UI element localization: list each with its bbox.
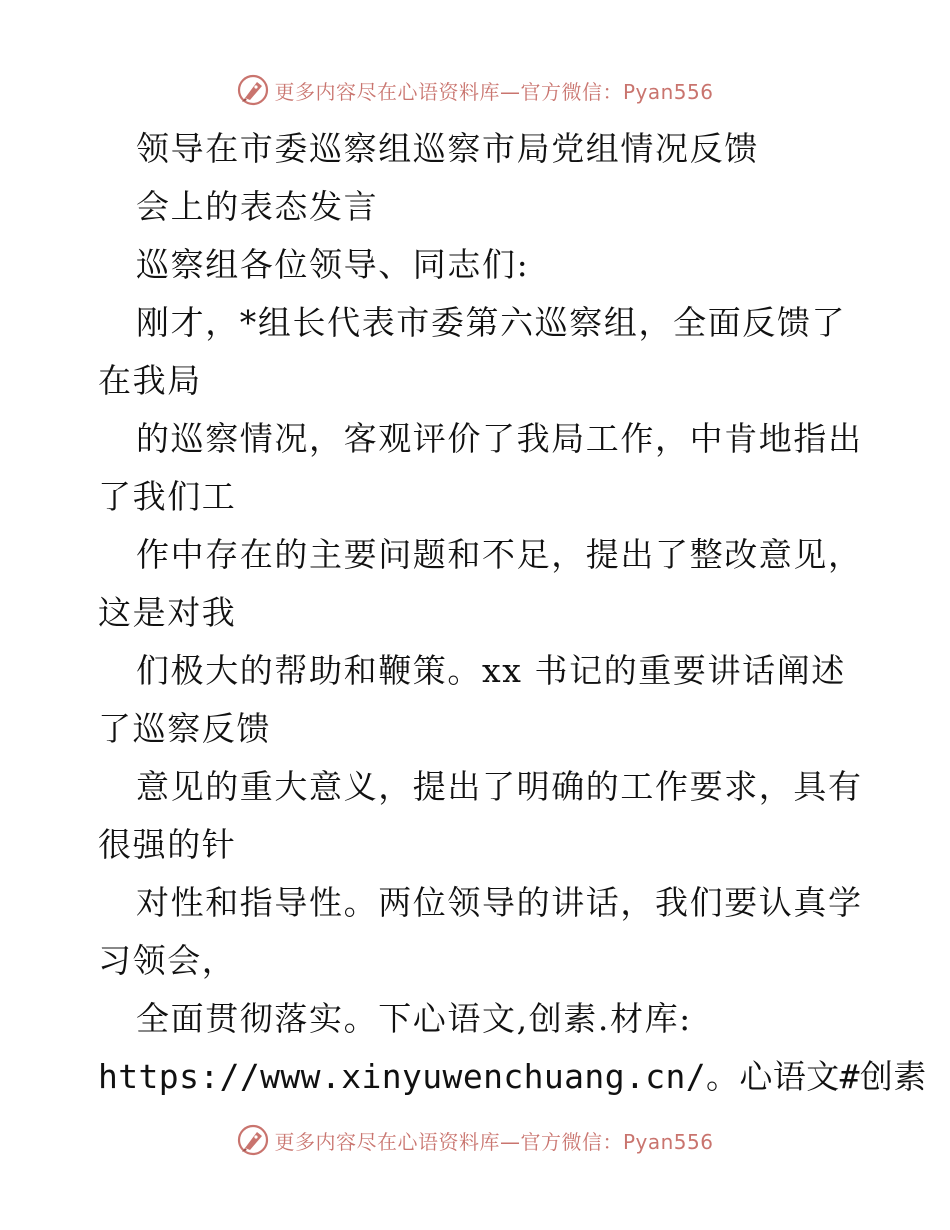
header-watermark <box>0 70 950 110</box>
document-body <box>98 120 927 1106</box>
paragraph-line: 习领会， <box>98 941 237 980</box>
paragraph-line: 全面贯彻落实。下心语文,创素.材库: <box>136 999 692 1038</box>
paragraph-line: 的巡察情况，客观评价了我局工作，中肯地指出 <box>136 419 863 458</box>
paragraph-line: 作中存在的主要问题和不足，提出了整改意见， <box>136 535 863 574</box>
footer-watermark <box>0 1120 950 1160</box>
pen-nib-logo-icon <box>236 73 270 107</box>
paragraph-line: 刚才，*组长代表市委第六巡察组，全面反馈了 <box>136 303 847 342</box>
watermark-text: 更多内容尽在心语资料库—官方微信：Pyan556 <box>274 79 714 104</box>
salutation: 巡察组各位领导、同志们: <box>136 245 530 284</box>
paragraph-line: 了巡察反馈 <box>98 709 271 748</box>
paragraph-line: 意见的重大意义，提出了明确的工作要求，具有 <box>136 767 863 806</box>
paragraph-line: 这是对我 <box>98 593 237 632</box>
watermark-text: 更多内容尽在心语资料库—官方微信：Pyan556 <box>274 1129 714 1154</box>
paragraph-line: 在我局 <box>98 361 202 400</box>
title-line-1: 领导在市委巡察组巡察市局党组情况反馈 <box>136 129 759 168</box>
url-line: https://www.xinyuwenchuang.cn/。心语文#创素 <box>98 1057 927 1096</box>
paragraph-line: 们极大的帮助和鞭策。xx 书记的重要讲话阐述 <box>136 651 846 690</box>
title-line-2: 会上的表态发言 <box>136 187 379 226</box>
paragraph-line: 对性和指导性。两位领导的讲话，我们要认真学 <box>136 883 863 922</box>
paragraph-line: 了我们工 <box>98 477 237 516</box>
paragraph-line: 很强的针 <box>98 825 237 864</box>
pen-nib-logo-icon <box>236 1123 270 1157</box>
